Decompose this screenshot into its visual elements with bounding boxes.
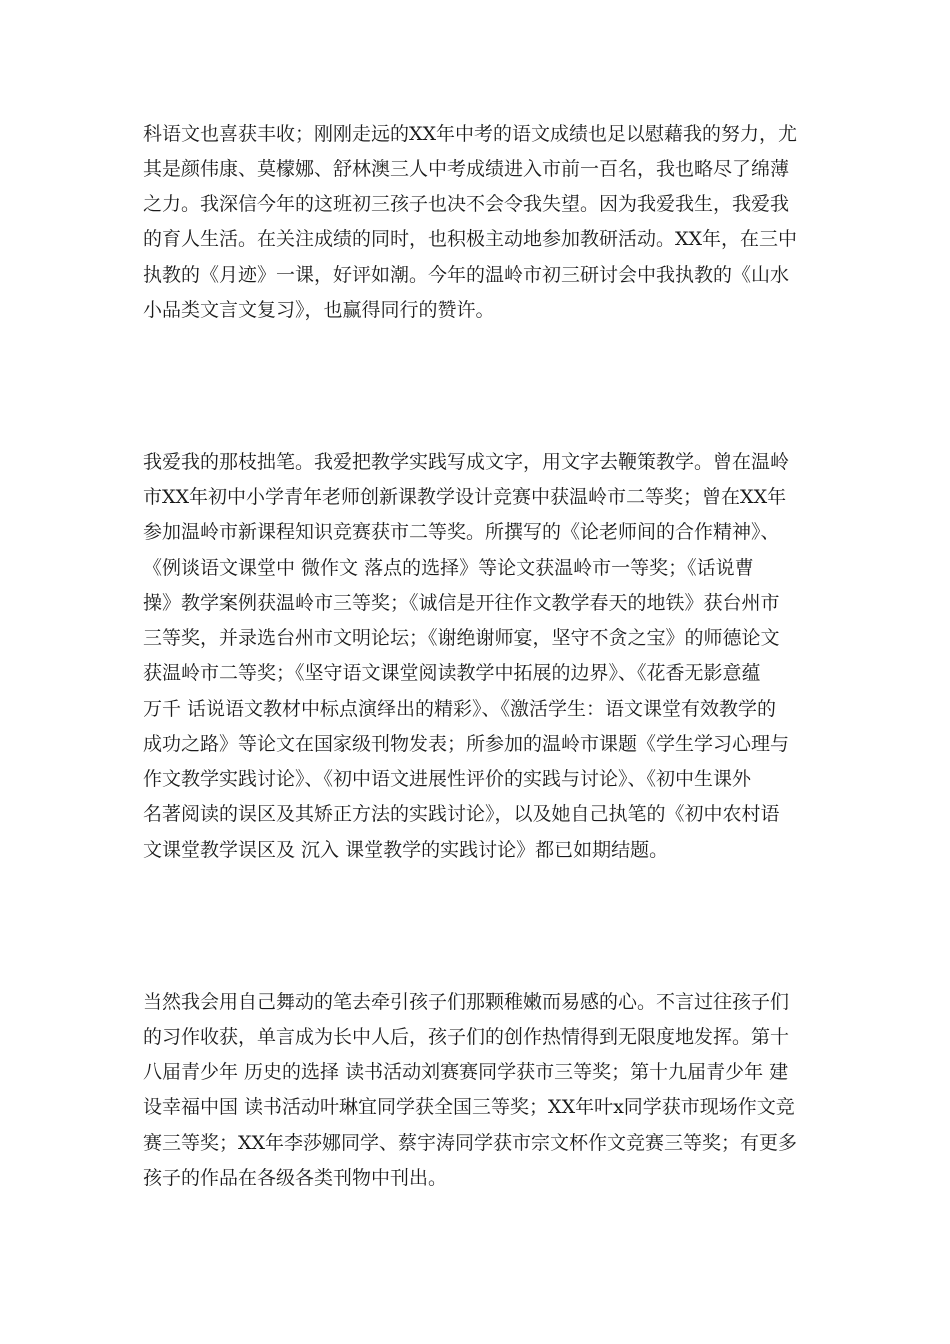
paragraph-3-line-2: 的习作收获，单言成为长中人后，孩子们的创作热情得到无限度地发挥。第十 [143,1026,790,1048]
paragraph-3-line-1: 当然我会用自己舞动的笔去牵引孩子们那颗稚嫩而易感的心。不言过往孩子们 [143,991,790,1013]
paragraph-1-line-4: 的育人生活。在关注成绩的同时，也积极主动地参加教研活动。XX年，在三中 [143,228,798,250]
paragraph-2-line-7: 获温岭市二等奖；《坚守语文课堂阅读教学中拓展的边界》、《花香无影意蕴 [143,662,761,684]
paragraph-3-line-3: 八届青少年 历史的选择 读书活动刘赛赛同学获市三等奖；第十九届青少年 建 [143,1061,789,1083]
paragraph-1-line-2: 其是颜伟康、莫檬娜、舒林澳三人中考成绩进入市前一百名，我也略尽了绵薄 [143,158,790,180]
paragraph-2-line-4: 《例谈语文课堂中 微作文 落点的选择》等论文获温岭市一等奖；《话说曹 [143,557,754,579]
paragraph-1-line-5: 执教的《月迹》一课，好评如潮。今年的温岭市初三研讨会中我执教的《山水 [143,264,790,286]
paragraph-2-line-6: 三等奖，并录选台州市文明论坛；《谢绝谢师宴，坚守不贪之宝》的师德论文 [143,627,780,649]
paragraph-2-line-8: 万千 话说语文教材中标点演绎出的精彩》、《激活学生：语文课堂有效教学的 [143,698,777,720]
paragraph-2-line-3: 参加温岭市新课程知识竞赛获市二等奖。所撰写的《论老师间的合作精神》、 [143,521,780,543]
paragraph-2-line-10: 作文教学实践讨论》、《初中语文进展性评价的实践与讨论》、《初中生课外 [143,768,752,790]
paragraph-2-line-12: 文课堂教学误区及 沉入 课堂教学的实践讨论》都已如期结题。 [143,839,669,861]
paragraph-2-line-5: 操》教学案例获温岭市三等奖；《诚信是开往作文教学春天的地铁》获台州市 [143,592,780,614]
paragraph-2-line-2: 市XX年初中小学青年老师创新课教学设计竞赛中获温岭市二等奖；曾在XX年 [143,486,787,508]
paragraph-3-line-5: 赛三等奖；XX年李莎娜同学、蔡宇涛同学获市宗文杯作文竞赛三等奖；有更多 [143,1132,798,1154]
paragraph-1-line-6: 小品类文言文复习》，也赢得同行的赞许。 [143,299,495,321]
paragraph-3-line-6: 孩子的作品在各级各类刊物中刊出。 [143,1167,448,1189]
paragraph-2-line-9: 成功之路》等论文在国家级刊物发表；所参加的温岭市课题《学生学习心理与 [143,733,790,755]
paragraph-3-line-4: 设幸福中国 读书活动叶琳宜同学获全国三等奖；XX年叶x同学获市现场作文竞 [143,1096,795,1118]
paragraph-2-line-11: 名著阅读的误区及其矫正方法的实践讨论》，以及她自己执笔的《初中农村语 [143,803,780,825]
paragraph-1-line-1: 科语文也喜获丰收；刚刚走远的XX年中考的语文成绩也足以慰藉我的努力，尤 [143,123,798,145]
paragraph-2-line-1: 我爱我的那枝拙笔。我爱把教学实践写成文字，用文字去鞭策教学。曾在温岭 [143,451,790,473]
paragraph-1-line-3: 之力。我深信今年的这班初三孩子也决不会令我失望。因为我爱我生，我爱我 [143,193,790,215]
